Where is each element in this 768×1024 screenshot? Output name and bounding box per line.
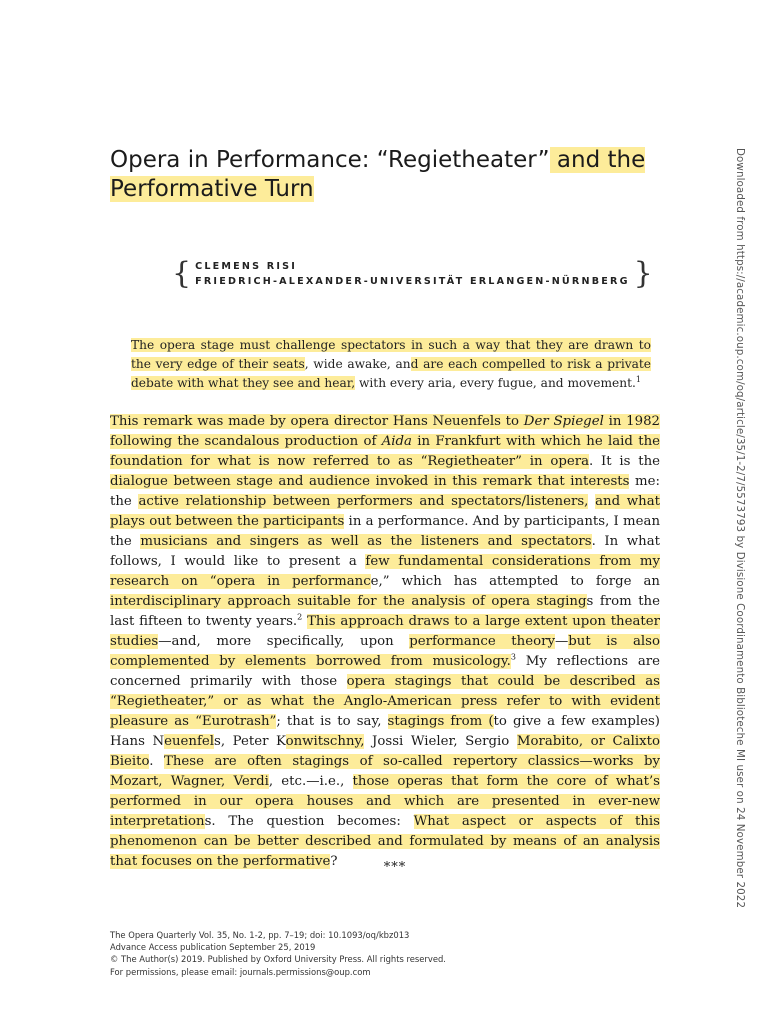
footnote-ref-2[interactable]: 2 [297, 612, 303, 622]
article-title [110, 146, 670, 204]
body-hl-14: stagings from ( [387, 714, 494, 729]
author-institution: FRIEDRICH-ALEXANDER-UNIVERSITÄT ERLANGEN-NÜRNBERG [195, 276, 630, 287]
body-hl-11: performance theory [409, 634, 555, 649]
body-text-19: ? [330, 854, 338, 869]
left-brace-icon: { [172, 256, 192, 291]
body-hl-3: in Frankfurt with which he laid the foundation for what is now referred to as “Regietheater” in opera [110, 434, 660, 469]
body-text-4: in a performance. And by participants, I mean the [110, 514, 661, 549]
body-hl-9: interdisciplinary approach suitable for the analysis of opera staging [110, 594, 587, 609]
epigraph-highlight-2: d are each compelled to risk a private debate with what they see and hear, [131, 357, 651, 390]
title-part1: Opera in Performance: “Regietheater” [110, 147, 550, 173]
footer-permissions: For permissions, please email: journals.permissions@oup.com [110, 966, 371, 977]
body-text-5: . In what follows, I would like to present a [110, 534, 660, 569]
body-hl-7: musicians and singers as well as the listeners and spectators [140, 534, 592, 549]
body-hl-10: This approach draws to a large extent upon theater studies [110, 614, 660, 649]
body-text-9: —and, more specifically, upon [158, 634, 410, 649]
body-text-6: e,” which has attempted to forge an [370, 574, 660, 589]
epigraph-highlight-1: The opera stage must challenge spectators in such a way that they are drawn to the very edge of their seats [131, 338, 651, 371]
epigraph [131, 336, 651, 393]
body-hl-6: and what plays out between the participants [110, 494, 661, 529]
body-hl-16: onwitschny, [285, 734, 365, 749]
body-hl-12: but is also complemented by elements borrowed from musicology. [110, 634, 660, 669]
body-text-15: Jossi Wieler, Sergio [364, 734, 517, 749]
body-hl-18: These are often stagings of so-called repertory classics—works by Mozart, Wagner, Verdi [110, 754, 660, 789]
author-block [172, 258, 653, 290]
footer-journal: The Opera Quarterly Vol. 35, No. 1-2, pp. 7–19; doi: 10.1093/oq/kbz013 [110, 930, 410, 940]
download-watermark: Downloaded from https://academic.oup.com/oq/article/35/1-2/7/5573793 by Divisione Coordinamento Biblioteche MI user on 24 November 2022 [734, 148, 746, 909]
body-hl-15: euenfel [164, 734, 215, 749]
footer-advance-access: Advance Access publication September 25, 2019 [110, 942, 316, 953]
title-part3-highlight: Performative Turn [110, 176, 314, 202]
body-text-13: to give a few examples) Hans N [110, 714, 660, 749]
footnote-ref-3[interactable]: 3 [510, 652, 516, 662]
epigraph-text-2: with every aria, every fugue, and movement. [355, 376, 636, 390]
body-text-7: s from the last fifteen to twenty years. [110, 594, 660, 629]
body-hl-4: dialogue between stage and audience invoked in this remark that interests [110, 474, 630, 489]
epigraph-text-1: , wide awake, an [304, 357, 411, 371]
body-text-12: ; that is to say, [276, 714, 388, 729]
body-hl-2: in 1982 following the scandalous production of [110, 414, 661, 449]
body-text-16: . [149, 754, 164, 769]
right-brace-icon: } [633, 256, 653, 291]
body-hl-1: This remark was made by opera director Hans Neuenfels to [110, 414, 524, 429]
body-hl-8: few fundamental considerations from my research on “opera in performanc [110, 554, 660, 589]
body-text-14: s, Peter K [214, 734, 286, 749]
citation-footer [110, 929, 610, 978]
body-text-17: , etc.—i.e., [268, 774, 353, 789]
body-hl-aida: Aida [381, 434, 412, 449]
body-text-1: . It is the [589, 454, 660, 469]
body-paragraph [110, 412, 660, 872]
body-hl-20: What aspect or aspects of this phenomenon can be better described and formulated by means of an analysis that focuses on the performative [110, 814, 661, 869]
body-text-2: me: the [110, 474, 660, 509]
section-separator: *** [383, 860, 407, 875]
footer-copyright: © The Author(s) 2019. Published by Oxford University Press. All rights reserved. [110, 954, 446, 965]
author-lines [191, 259, 634, 289]
body-hl-19: those operas that form the core of what’s performed in our opera houses and which are presented in ever-new interpretation [110, 774, 661, 829]
body-hl-5: active relationship between performers and spectators/listeners, [138, 494, 589, 509]
title-part2-highlight: and the [549, 147, 646, 173]
body-text-11: My reflections are concerned primarily with those [110, 654, 661, 689]
body-hl-spiegel: Der Spiegel [523, 414, 604, 429]
body-hl-17: Morabito, or Calixto Bieito [110, 734, 661, 769]
footnote-ref-1[interactable]: 1 [635, 374, 641, 384]
author-name: CLEMENS RISI [195, 261, 298, 272]
body-text-10: — [554, 634, 569, 649]
body-hl-13: opera stagings that could be described as “Regietheater,” or as what the Anglo-American press refer to with evident pleasure as “Eurotrash” [110, 674, 660, 729]
body-text-18: s. The question becomes: [204, 814, 414, 829]
